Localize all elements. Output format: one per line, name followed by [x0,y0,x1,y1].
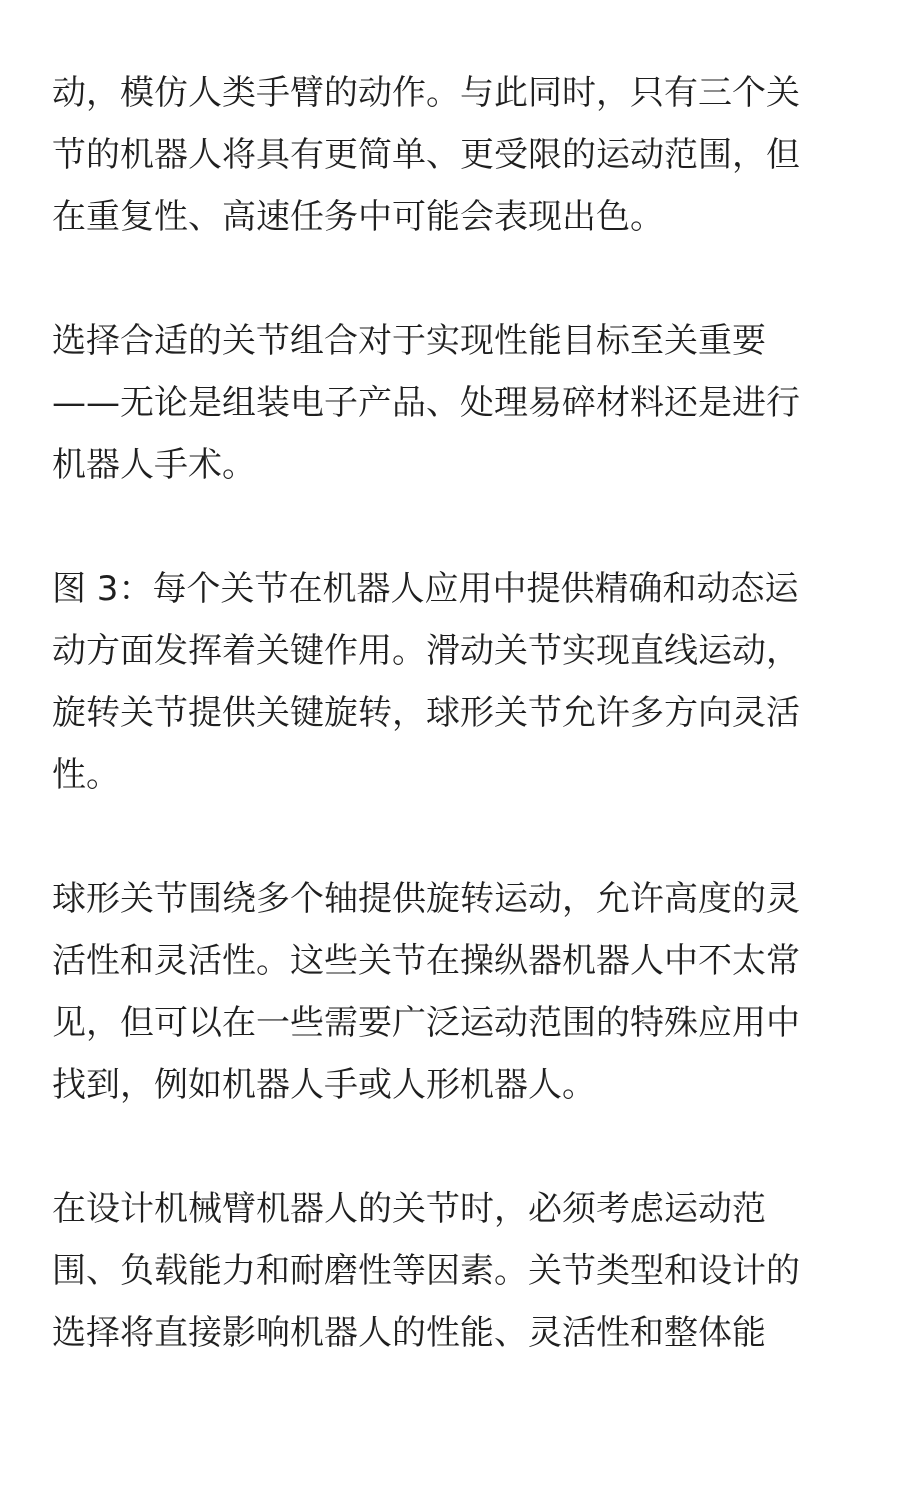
text-line: 选择合适的关节组合对于实现性能目标至关重要 [52,321,766,361]
text-line: 旋转关节提供关键旋转，球形关节允许多方向灵活 [52,693,800,733]
text-line: 活性和灵活性。这些关节在操纵器机器人中不太常 [52,941,800,981]
paragraph-2 [52,310,850,496]
text-line: 性。 [52,755,120,795]
text-line: 动，模仿人类手臂的动作。与此同时，只有三个关 [52,73,800,113]
text-line: 选择将直接影响机器人的性能、灵活性和整体能 [52,1313,766,1353]
text-line: 动方面发挥着关键作用。滑动关节实现直线运动， [52,631,800,671]
text-line: ——无论是组装电子产品、处理易碎材料还是进行 [52,383,800,423]
text-line: 球形关节围绕多个轴提供旋转运动，允许高度的灵 [52,879,800,919]
text-line: 找到，例如机器人手或人形机器人。 [52,1065,596,1105]
paragraph-4 [52,868,850,1116]
text-line: 在设计机械臂机器人的关节时，必须考虑运动范 [52,1189,766,1229]
text-line: 机器人手术。 [52,445,256,485]
text-line: 在重复性、高速任务中可能会表现出色。 [52,197,664,237]
text-line: 图 3：每个关节在机器人应用中提供精确和动态运 [52,569,799,609]
text-line: 围、负载能力和耐磨性等因素。关节类型和设计的 [52,1251,800,1291]
text-line: 见，但可以在一些需要广泛运动范围的特殊应用中 [52,1003,800,1043]
figure-caption [52,558,850,806]
text-line: 节的机器人将具有更简单、更受限的运动范围，但 [52,135,800,175]
paragraph-5 [52,1178,850,1364]
paragraph-1 [52,62,850,248]
